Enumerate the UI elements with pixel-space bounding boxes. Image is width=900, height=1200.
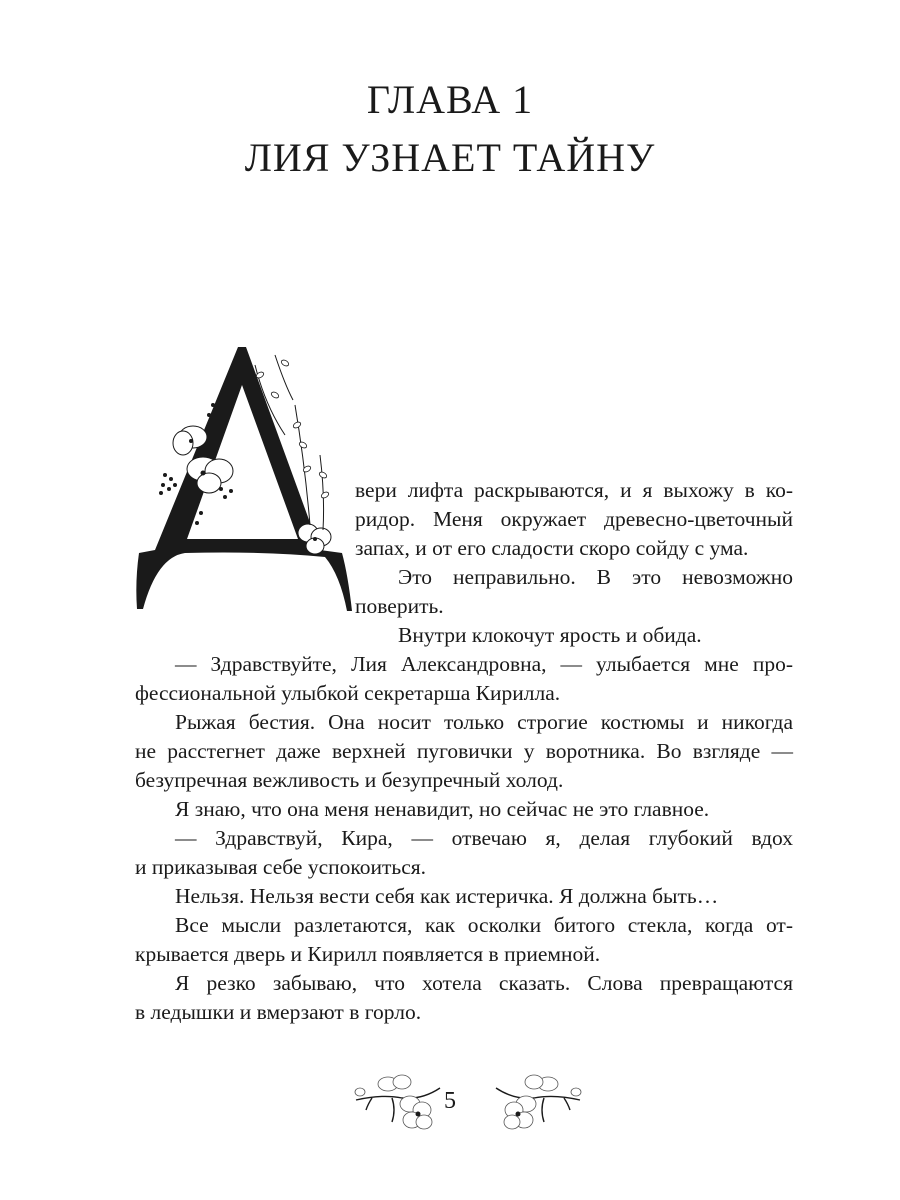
body-line: — Здравствуй, Кира, — отвечаю я, делая глубокий вдох	[175, 826, 793, 850]
body-line: Все мысли разлетаются, как осколки битого стекла, когда от-	[175, 913, 793, 937]
body-line: вери лифта раскрываются, и я выхожу в ко-	[355, 478, 793, 502]
body-line: Я резко забываю, что хотела сказать. Слова превращаются	[175, 971, 793, 995]
body-line: Я знаю, что она меня ненавидит, но сейчас не это главное.	[175, 797, 710, 821]
body-line: не расстегнет даже верхней пуговички у воротника. Во взгляде —	[135, 739, 793, 763]
body-line: ридор. Меня окружает древесно-цветочный	[355, 507, 793, 531]
dropcap-letter-icon	[135, 345, 355, 613]
body-line: в ледышки и вмерзают в горло.	[135, 1000, 422, 1024]
body-line: — Здравствуйте, Лия Александровна, — улыбается мне про-	[175, 652, 793, 676]
body-line: фессиональной улыбкой секретарша Кирилла.	[135, 681, 561, 705]
body-line: и приказывая себе успокоиться.	[135, 855, 427, 879]
body-line: крывается дверь и Кирилл появляется в приемной.	[135, 942, 601, 966]
body-line: запах, и от его сладости скоро сойду с ума.	[355, 536, 749, 560]
flower-branch-right-icon	[492, 1070, 584, 1134]
chapter-title: ЛИЯ УЗНАЕТ ТАЙНУ	[244, 135, 656, 180]
page-number: 5	[444, 1088, 456, 1114]
body-line: Внутри клокочут ярость и обида.	[398, 623, 702, 647]
page-footer	[0, 1068, 900, 1138]
body-line: Это неправильно. В это невозможно	[398, 565, 793, 589]
body-line: Нельзя. Нельзя вести себя как истеричка. Я должна быть…	[175, 884, 719, 908]
body-line: поверить.	[355, 594, 444, 618]
chapter-number: ГЛАВА 1	[366, 77, 534, 122]
body-line: безупречная вежливость и безупречный холод.	[135, 768, 564, 792]
body-line: Рыжая бестия. Она носит только строгие костюмы и никогда	[175, 710, 793, 734]
